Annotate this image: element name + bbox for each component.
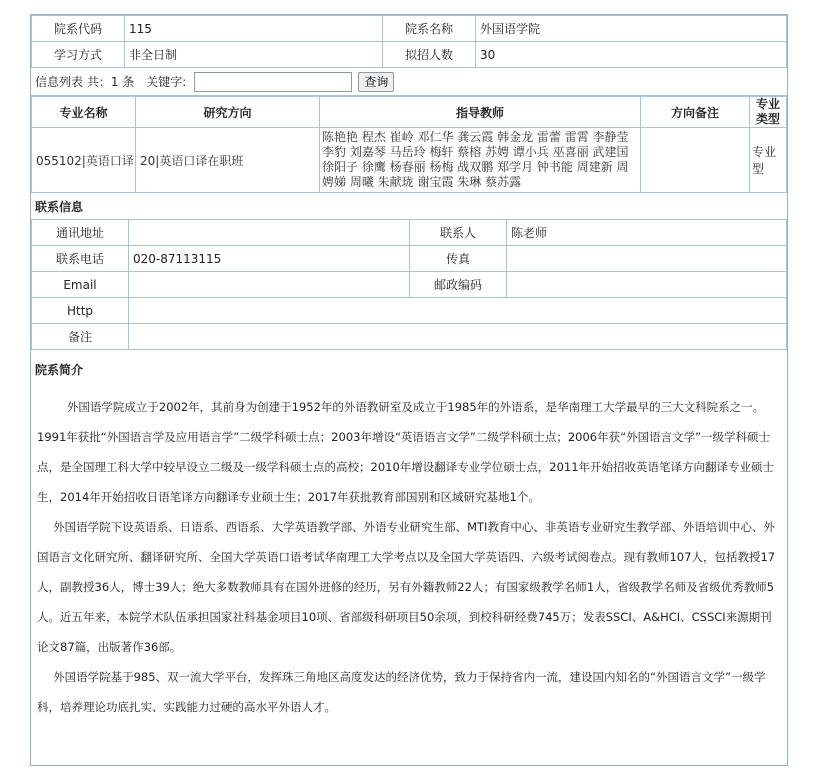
- keyword-input[interactable]: [194, 72, 352, 92]
- phone-value: 020-87113115: [129, 246, 410, 272]
- contact-person-label: 联系人: [410, 220, 507, 246]
- remark-value: [129, 324, 787, 350]
- col-major-type: 专业类型: [750, 97, 787, 128]
- zip-label: 邮政编码: [410, 272, 507, 298]
- address-label: 通讯地址: [32, 220, 129, 246]
- department-detail-panel: [30, 14, 788, 766]
- phone-label: 联系电话: [32, 246, 129, 272]
- study-mode-label: 学习方式: [32, 42, 125, 68]
- dept-code-value: 115: [125, 16, 383, 42]
- quota-label: 拟招人数: [383, 42, 476, 68]
- http-value: [129, 298, 787, 324]
- intro-section-title: 院系简介: [35, 362, 84, 377]
- fax-label: 传真: [410, 246, 507, 272]
- contact-person-value: 陈老师: [507, 220, 787, 246]
- study-mode-value: 非全日制: [125, 42, 383, 68]
- col-direction-note: 方向备注: [641, 97, 750, 128]
- intro-paragraph: 外国语学院基于985、双一流大学平台，发挥珠三角地区高度发达的经济优势，致力于保持省内一流，建设国内知名的“外国语言文学”一级学科，培养理论功底扎实、实践能力过硬的高水平外语人才。: [37, 670, 766, 714]
- intro-paragraph: 外国语学院下设英语系、日语系、西语系、大学英语教学部、外语专业研究生部、MTI教育中心、非英语专业研究生教学部、外语培训中心、外国语言文化研究所、翻译研究所、全国大学英语口语考试华南理工大学考点以及全国大学英语四、六级考试阅卷点。现有教师107人，包括教授17人，副教授36人，博士39人；绝大多数教师具有在国外进修的经历，另有外籍教师22人；有国家级教学名师1人，省级教学名师及省级优秀教师5人。近五年来，本院学术队伍承担国家社科基金项目10项、省部级科研项目50余项，到校科研经费745万；发表SSCI、A&HCI、CSSCI来源期刊论文87篇，出版著作36部。: [37, 520, 776, 654]
- remark-label: 备注: [32, 324, 129, 350]
- keyword-label: 关键字:: [146, 75, 187, 89]
- search-bar: [31, 68, 787, 96]
- department-info-table: [31, 15, 787, 68]
- contact-section-title: 联系信息: [35, 199, 84, 214]
- query-button[interactable]: 查询: [358, 72, 394, 92]
- http-label: Http: [32, 298, 129, 324]
- fax-value: [507, 246, 787, 272]
- major-type-cell: 专业型: [750, 128, 787, 193]
- address-value: [129, 220, 410, 246]
- zip-value: [507, 272, 787, 298]
- dept-name-value: 外国语学院: [476, 16, 787, 42]
- quota-value: 30: [476, 42, 787, 68]
- contact-table: [31, 219, 787, 350]
- list-summary: 信息列表 共：1 条: [35, 75, 135, 89]
- col-teachers: 指导教师: [320, 97, 641, 128]
- table-row: [32, 128, 787, 193]
- majors-table: [31, 96, 787, 193]
- intro-body: [31, 384, 787, 722]
- email-label: Email: [32, 272, 129, 298]
- email-value: [129, 272, 410, 298]
- teachers-cell: 陈艳艳 程杰 崔岭 邓仁华 龚云霞 韩金龙 雷蕾 雷霄 李静莹 李豹 刘嘉琴 马岳玲 梅轩 蔡榕 苏娉 谭小兵 巫喜丽 武建国 徐阳子 徐鹰 杨春丽 杨梅 战双鹏 郑学月 钟书能 周建新 周娉娣 周曦 朱献珑 谢宝霞 朱琳 蔡苏露: [320, 128, 641, 193]
- dept-name-label: 院系名称: [383, 16, 476, 42]
- col-major-name: 专业名称: [32, 97, 136, 128]
- major-name-cell: 055102|英语口译: [32, 128, 136, 193]
- col-direction: 研究方向: [136, 97, 320, 128]
- direction-note-cell: [641, 128, 750, 193]
- dept-code-label: 院系代码: [32, 16, 125, 42]
- direction-cell: 20|英语口译在职班: [136, 128, 320, 193]
- intro-paragraph: 外国语学院成立于2002年，其前身为创建于1952年的外语教研室及成立于1985年的外语系，是华南理工大学最早的三大文科院系之一。1991年获批“外国语言学及应用语言学”二级学科硕士点；2003年增设“英语语言文学”二级学科硕士点；2006年获“外国语言文学”一级学科硕士点，是全国理工科大学中较早设立二级及一级学科硕士点的高校；2010年增设翻译专业学位硕士点，2011年开始招收英语笔译方向翻译专业硕士生，2014年开始招收日语笔译方向翻译专业硕士生；2017年获批教育部国别和区域研究基地1个。: [37, 400, 775, 504]
